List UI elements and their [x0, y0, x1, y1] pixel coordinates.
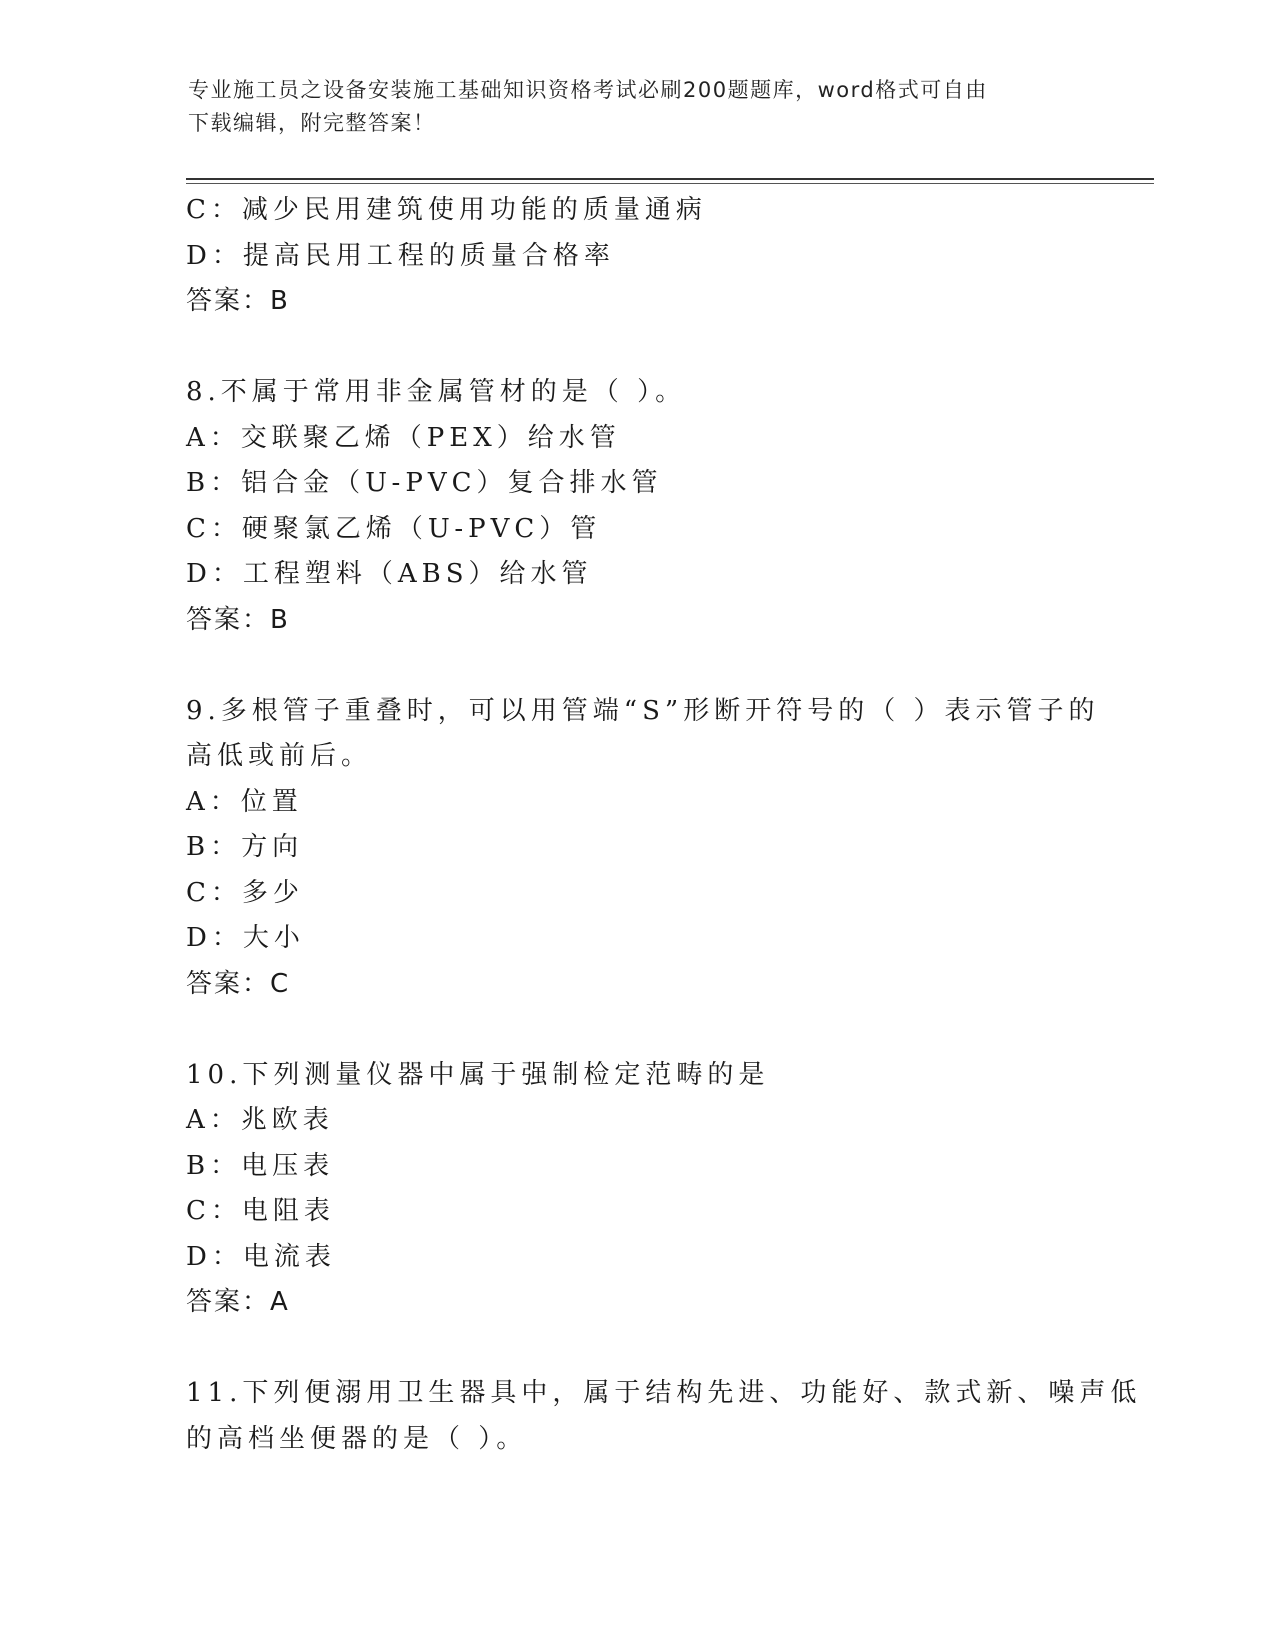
option-c: C：减少民用建筑使用功能的质量通病: [186, 195, 707, 225]
document-header: [188, 74, 1068, 140]
question-8: [186, 370, 1086, 643]
question-stem-line-2: 的高档坐便器的是（ ）。: [186, 1423, 528, 1454]
header-line-1: 专业施工员之设备安装施工基础知识资格考试必刷200题题库，word格式可自由: [188, 78, 988, 102]
question-stem: 8.不属于常用非金属管材的是（ ）。: [186, 377, 687, 407]
option-a: A：兆欧表: [186, 1105, 334, 1135]
option-d: D：提高民用工程的质量合格率: [186, 240, 615, 271]
option-b: B：方向: [186, 832, 304, 862]
answer-line: 答案：B: [186, 604, 290, 635]
question-9: [186, 689, 1100, 1008]
option-a: A：交联聚乙烯（PEX）给水管: [186, 422, 621, 453]
question-list: [186, 188, 1142, 1462]
question-10: [186, 1053, 1086, 1326]
answer-line: 答案：B: [186, 286, 290, 316]
question-stem-line-2: 高低或前后。: [186, 741, 373, 771]
answer-line: 答案：A: [186, 1287, 290, 1317]
spacer: [186, 325, 1086, 371]
question-stem: 10.下列测量仪器中属于强制检定范畴的是: [186, 1059, 770, 1090]
answer-line: 答案：C: [186, 968, 291, 999]
option-b: B：电压表: [186, 1150, 335, 1181]
header-divider-thick: [186, 178, 1154, 180]
question-7-tail: [186, 188, 1086, 325]
question-stem-line-1: 9.多根管子重叠时，可以用管端“S”形断开符号的（ ）表示管子的: [186, 695, 1100, 726]
question-stem-line-1: 11.下列便溺用卫生器具中，属于结构先进、功能好、款式新、噪声低: [186, 1378, 1142, 1408]
option-a: A：位置: [186, 786, 303, 817]
option-c: C：硬聚氯乙烯（U-PVC）管: [186, 513, 602, 544]
option-c: C：电阻表: [186, 1196, 335, 1226]
option-d: D：大小: [186, 923, 305, 953]
header-line-2: 下载编辑，附完整答案！: [188, 111, 436, 135]
spacer: [186, 1326, 1086, 1372]
spacer: [186, 1007, 1086, 1053]
header-divider-thin: [186, 183, 1154, 184]
option-c: C：多少: [186, 877, 304, 908]
spacer: [186, 643, 1086, 689]
option-d: D：工程塑料（ABS）给水管: [186, 559, 593, 589]
question-11: [186, 1371, 1142, 1462]
option-d: D：电流表: [186, 1241, 336, 1272]
option-b: B：铝合金（U-PVC）复合排水管: [186, 468, 663, 498]
